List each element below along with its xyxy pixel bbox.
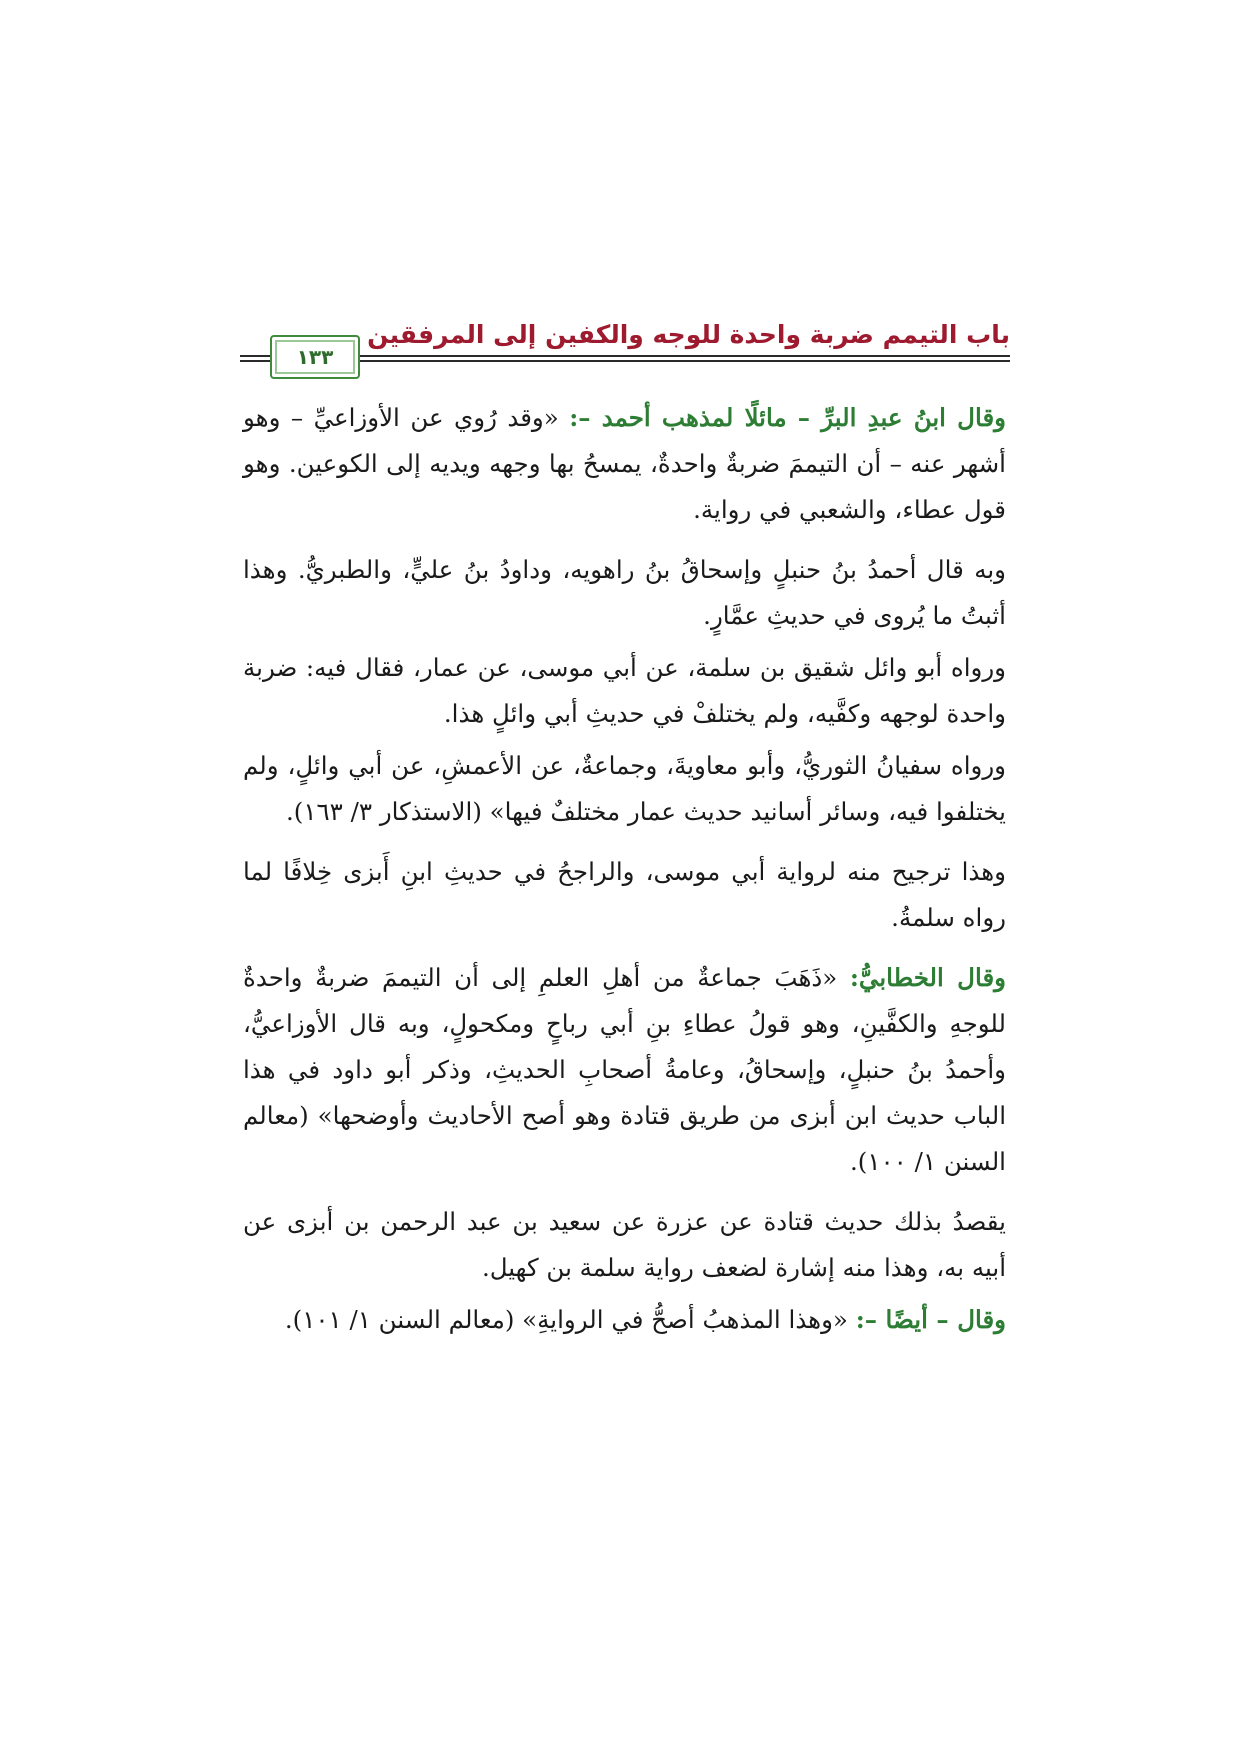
speaker-name: وقال الخطابيُّ: [849,963,1006,992]
speaker-name: وقال – أيضًا –: [855,1305,1006,1334]
paragraph-text: يقصدُ بذلك حديث قتادة عن عزرة عن سعيد بن عبد الرحمن بن أبزى عن أبيه به، وهذا منه إشارة لضعف رواية سلمة بن كهيل. [243,1207,1006,1282]
paragraph-text: وبه قال أحمدُ بنُ حنبلٍ وإسحاقُ بنُ راهويه، وداودُ بنُ عليٍّ، والطبريُّ. وهذا أثبتُ ما يُروى في حديثِ عمَّارٍ. [243,555,1006,630]
paragraph-text: وهذا ترجيح منه لرواية أبي موسى، والراجحُ في حديثِ ابنِ أَبزى خِلافًا لما رواه سلمةُ. [243,857,1006,932]
page-number-badge [270,335,360,379]
paragraph-text: ورواه أبو وائل شقيق بن سلمة، عن أبي موسى، عن عمار، فقال فيه: ضربة واحدة لوجهه وكفَّيه، ولم يختلفْ في حديثِ أبي وائلٍ هذا. [243,653,1006,728]
chapter-title: باب التيمم ضربة واحدة للوجه والكفين إلى المرفقين [367,320,1010,349]
page-body [243,395,1006,1357]
paragraph-text: «ذَهَبَ جماعةٌ من أهلِ العلمِ إلى أن التيممَ ضربةٌ واحدةٌ للوجهِ والكفَّينِ، وهو قولُ عطاءِ بنِ أبي رباحٍ ومكحولٍ، وبه قال الأوزاعيُّ، وأحمدُ بنُ حنبلٍ، وإسحاقُ، وعامةُ أصحابِ الحديثِ، وذكر أبو داود في هذا الباب حديث ابن أبزى من طريق قتادة وهو أصح الأحاديث وأوضحها» (معالم السنن ١/ ١٠٠). [243,963,1006,1176]
paragraph [243,743,1006,835]
paragraph [243,1199,1006,1291]
paragraph-text: «وهذا المذهبُ أصحُّ في الروايةِ» (معالم السنن ١/ ١٠١). [284,1305,856,1334]
paragraph [243,955,1006,1185]
page-number: ١٣٣ [296,345,334,369]
paragraph [243,547,1006,639]
paragraph [243,849,1006,941]
running-header [240,308,1010,368]
speaker-name: وقال ابنُ عبدِ البرِّ – مائلًا لمذهب أحمد –: [569,403,1006,432]
paragraph [243,1297,1006,1343]
paragraph-text: «وقد رُوي عن الأوزاعيِّ – وهو أشهر عنه – أن التيممَ ضربةٌ واحدةٌ، يمسحُ بها وجهه ويديه إلى الكوعين. وهو قول عطاء، والشعبي في رواية. [243,403,1006,524]
paragraph [243,395,1006,533]
paragraph [243,645,1006,737]
paragraph-text: ورواه سفيانُ الثوريُّ، وأبو معاويةَ، وجماعةٌ، عن الأعمشِ، عن أبي وائلٍ، ولم يختلفوا فيه، وسائر أسانيد حديث عمار مختلفٌ فيها» (الاستذكار ٣/ ١٦٣). [243,751,1006,826]
